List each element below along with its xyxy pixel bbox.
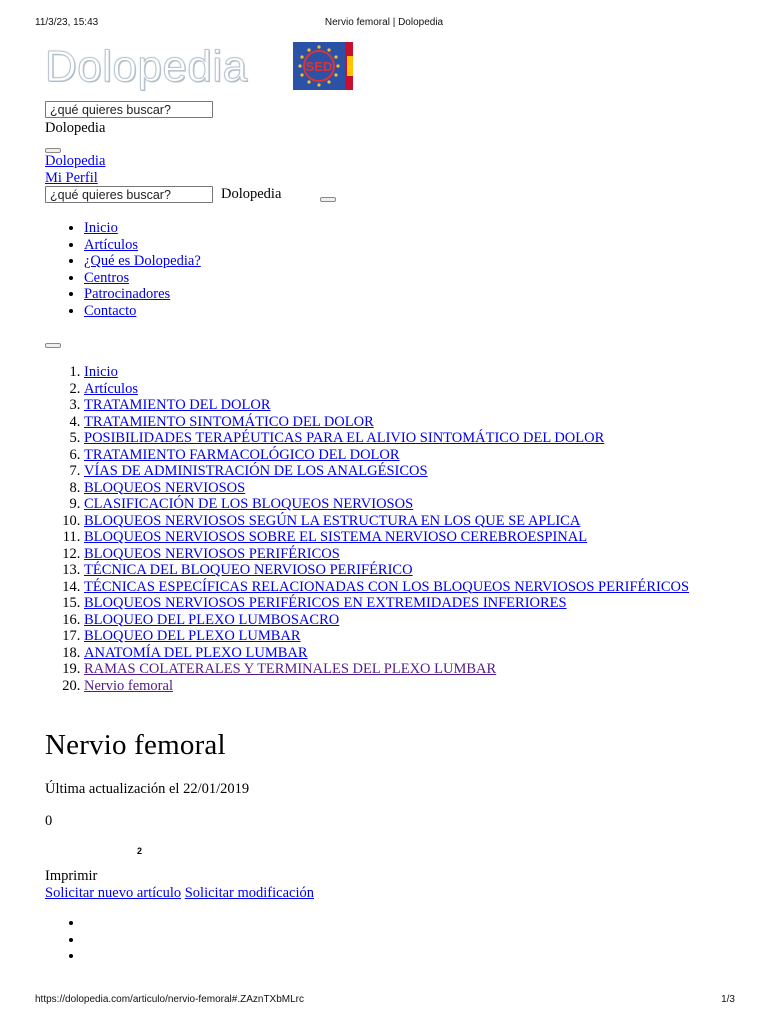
breadcrumb-item — [84, 496, 704, 513]
breadcrumb-item — [84, 463, 704, 480]
nav-item-patrocinadores — [84, 286, 201, 303]
page-title: Nervio femoral — [45, 729, 226, 761]
search-input-secondary[interactable] — [45, 186, 213, 203]
nav-link-patrocinadores[interactable]: Patrocinadores — [84, 286, 171, 302]
breadcrumb-item — [84, 562, 704, 579]
breadcrumb-link[interactable]: CLASIFICACIÓN DE LOS BLOQUEOS NERVIOSOS — [84, 496, 414, 512]
breadcrumb-link[interactable]: TRATAMIENTO DEL DOLOR — [84, 397, 271, 413]
breadcrumb-link[interactable]: TRATAMIENTO SINTOMÁTICO DEL DOLOR — [84, 413, 374, 430]
breadcrumb-item — [84, 628, 704, 645]
breadcrumb-item — [84, 595, 704, 612]
nav-link-contacto[interactable]: Contacto — [84, 302, 137, 319]
print-page-title: Nervio femoral | Dolopedia — [324, 17, 444, 28]
breadcrumb-link[interactable]: POSIBILIDADES TERAPÉUTICAS PARA EL ALIVIO SINTOMÁTICO DEL DOLOR — [84, 430, 605, 446]
nav-item-que-es — [84, 253, 201, 270]
breadcrumb-link[interactable]: BLOQUEOS NERVIOSOS PERIFÉRICOS — [84, 545, 340, 562]
breadcrumb-item-current — [84, 678, 704, 695]
print-datetime: 11/3/23, 15:43 — [35, 17, 99, 28]
breadcrumb-link[interactable]: TÉCNICAS ESPECÍFICAS RELACIONADAS CON LOS BLOQUEOS NERVIOSOS PERIFÉRICOS — [84, 578, 690, 595]
nav-item-articulos — [84, 237, 201, 254]
print-action[interactable]: Imprimir — [45, 868, 98, 884]
breadcrumb-item — [84, 480, 704, 497]
article-actions — [45, 885, 314, 902]
print-footer — [0, 994, 768, 1008]
nav-link-articulos[interactable]: Artículos — [84, 236, 138, 253]
breadcrumb-link-current[interactable]: Nervio femoral — [84, 677, 173, 694]
breadcrumb-item — [84, 397, 704, 414]
dolopedia-link[interactable]: Dolopedia — [45, 153, 106, 169]
nav-link-que-es[interactable]: ¿Qué es Dolopedia? — [84, 253, 201, 269]
breadcrumb-link[interactable]: ANATOMÍA DEL PLEXO LUMBAR — [84, 644, 308, 661]
breadcrumb-link[interactable]: BLOQUEOS NERVIOSOS SOBRE EL SISTEMA NERVIOSO CEREBROESPINAL — [84, 529, 588, 545]
breadcrumb-item — [84, 414, 704, 431]
breadcrumb-link[interactable]: TÉCNICA DEL BLOQUEO NERVIOSO PERIFÉRICO — [84, 562, 413, 578]
breadcrumb-item — [84, 381, 704, 398]
nav-link-centros[interactable]: Centros — [84, 269, 130, 286]
breadcrumb-link[interactable]: BLOQUEOS NERVIOSOS — [84, 479, 246, 496]
breadcrumb-link[interactable]: VÍAS DE ADMINISTRACIÓN DE LOS ANALGÉSICOS — [84, 463, 428, 479]
print-header — [0, 17, 768, 31]
comment-count: 0 — [45, 813, 53, 829]
search-submit-button[interactable] — [320, 197, 336, 202]
breadcrumb-item — [84, 645, 704, 662]
nav-link-inicio[interactable]: Inicio — [84, 220, 118, 236]
nav-item-centros — [84, 270, 201, 287]
logo-wordmark: Dolopedia — [45, 42, 248, 91]
breadcrumb-item — [84, 529, 704, 546]
breadcrumb-link[interactable]: BLOQUEOS NERVIOSOS PERIFÉRICOS EN EXTREMIDADES INFERIORES — [84, 595, 567, 611]
breadcrumb-link[interactable]: TRATAMIENTO FARMACOLÓGICO DEL DOLOR — [84, 446, 400, 463]
nav-item-contacto — [84, 303, 201, 320]
search-label-secondary: Dolopedia — [221, 186, 282, 202]
share-list — [45, 915, 84, 965]
top-links — [45, 153, 105, 186]
breadcrumb-item — [84, 661, 704, 678]
secondary-toggle-button[interactable] — [45, 343, 61, 348]
sed-emblem-icon — [293, 42, 353, 90]
breadcrumb-item — [84, 546, 704, 563]
nav-item-inicio — [84, 220, 201, 237]
request-edit-link[interactable]: Solicitar modificación — [184, 885, 314, 901]
my-profile-link[interactable]: Mi Perfil — [45, 169, 98, 186]
breadcrumb-item — [84, 364, 704, 381]
breadcrumb-item — [84, 579, 704, 596]
breadcrumb-link[interactable]: RAMAS COLATERALES Y TERMINALES DEL PLEXO LUMBAR — [84, 661, 497, 677]
counter-badge: 2 — [137, 846, 143, 856]
search-input[interactable] — [45, 101, 213, 118]
breadcrumb-item — [84, 612, 704, 629]
breadcrumb-link[interactable]: BLOQUEO DEL PLEXO LUMBOSACRO — [84, 611, 340, 628]
request-new-article-link[interactable]: Solicitar nuevo artículo — [45, 885, 182, 901]
breadcrumb-item — [84, 513, 704, 530]
last-update: Última actualización el 22/01/2019 — [45, 781, 250, 797]
breadcrumb-link[interactable]: BLOQUEOS NERVIOSOS SEGÚN LA ESTRUCTURA EN LOS QUE SE APLICA — [84, 512, 581, 529]
breadcrumb-link[interactable]: Inicio — [84, 364, 118, 380]
search-label: Dolopedia — [45, 120, 106, 136]
breadcrumb — [45, 364, 704, 694]
main-nav — [45, 220, 201, 319]
print-url: https://dolopedia.com/articulo/nervio-femoral#.ZAznTXbMLrc — [35, 994, 305, 1005]
breadcrumb-link[interactable]: BLOQUEO DEL PLEXO LUMBAR — [84, 628, 301, 644]
badge-text: SED — [305, 59, 333, 74]
print-page-number: 1/3 — [721, 994, 735, 1005]
breadcrumb-item — [84, 447, 704, 464]
breadcrumb-item — [84, 430, 704, 447]
breadcrumb-link[interactable]: Artículos — [84, 380, 138, 397]
